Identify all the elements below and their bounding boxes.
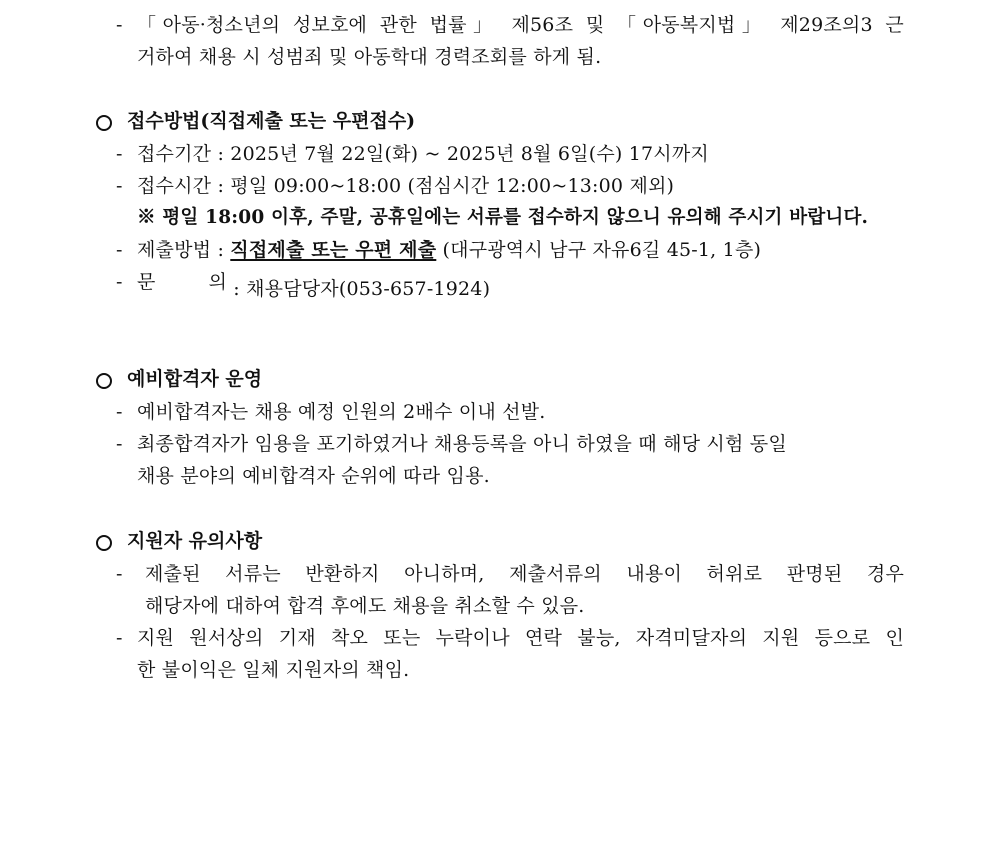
inquiry-label bbox=[137, 269, 227, 295]
dash-icon: - bbox=[116, 433, 123, 455]
method-label: 제출방법 : bbox=[137, 239, 231, 261]
reserve-item-2-line-2: 채용 분야의 예비합격자 순위에 따라 임용. bbox=[137, 465, 490, 487]
notes-item-1-line-2: 해당자에 대하여 합격 후에도 채용을 취소할 수 있음. bbox=[145, 595, 585, 617]
inquiry-value: : 채용담당자(053-657-1924) bbox=[227, 278, 491, 300]
intro-dash: - bbox=[116, 14, 123, 36]
application-heading: 접수방법(직접제출 또는 우편접수) bbox=[127, 110, 416, 132]
dash-icon: - bbox=[116, 401, 123, 423]
dash-icon: - bbox=[116, 143, 123, 165]
dash-icon: - bbox=[116, 271, 123, 293]
notes-item-2-line-2: 한 불이익은 일체 지원자의 책임. bbox=[137, 659, 410, 681]
dash-icon: - bbox=[116, 627, 123, 649]
application-notice: ※ 평일 18:00 이후, 주말, 공휴일에는 서류를 접수하지 않으니 유의해 주시기 바랍니다. bbox=[137, 207, 869, 228]
application-period: 접수기간 : 2025년 7월 22일(화) ~ 2025년 8월 6일(수) 17시까지 bbox=[137, 143, 709, 165]
reserve-item-1: 예비합격자는 채용 예정 인원의 2배수 이내 선발. bbox=[137, 401, 546, 423]
application-method bbox=[137, 237, 761, 263]
notes-heading: 지원자 유의사항 bbox=[127, 530, 263, 552]
application-inquiry bbox=[137, 269, 490, 302]
method-address: (대구광역시 남구 자유6길 45-1, 1층) bbox=[436, 239, 762, 261]
intro-line-1: 「아동·청소년의 성보호에 관한 법률」 제56조 및 「아동복지법」 제29조의3 근 bbox=[137, 14, 904, 36]
dash-icon: - bbox=[116, 563, 123, 585]
dash-icon: - bbox=[116, 175, 123, 197]
section-bullet-icon bbox=[96, 535, 112, 551]
notes-item-1-line-1: 제출된 서류는 반환하지 아니하며, 제출서류의 내용이 허위로 판명된 경우 bbox=[145, 563, 904, 585]
section-bullet-icon bbox=[96, 373, 112, 389]
reserve-heading: 예비합격자 운영 bbox=[127, 368, 263, 390]
intro-line-2: 거하여 채용 시 성범죄 및 아동학대 경력조회를 하게 됨. bbox=[137, 46, 602, 68]
section-bullet-icon bbox=[96, 115, 112, 131]
notes-item-2-line-1: 지원 원서상의 기재 착오 또는 누락이나 연락 불능, 자격미달자의 지원 등으로 인 bbox=[137, 627, 904, 649]
method-value: 직접제출 또는 우편 제출 bbox=[230, 239, 437, 261]
dash-icon: - bbox=[116, 239, 123, 261]
application-hours: 접수시간 : 평일 09:00~18:00 (점심시간 12:00~13:00 제외) bbox=[137, 175, 675, 197]
inquiry-label-part: 의 bbox=[208, 271, 227, 293]
inquiry-label-part: 문 bbox=[137, 271, 156, 293]
reserve-item-2-line-1: 최종합격자가 임용을 포기하였거나 채용등록을 아니 하였을 때 해당 시험 동일 bbox=[137, 433, 787, 455]
